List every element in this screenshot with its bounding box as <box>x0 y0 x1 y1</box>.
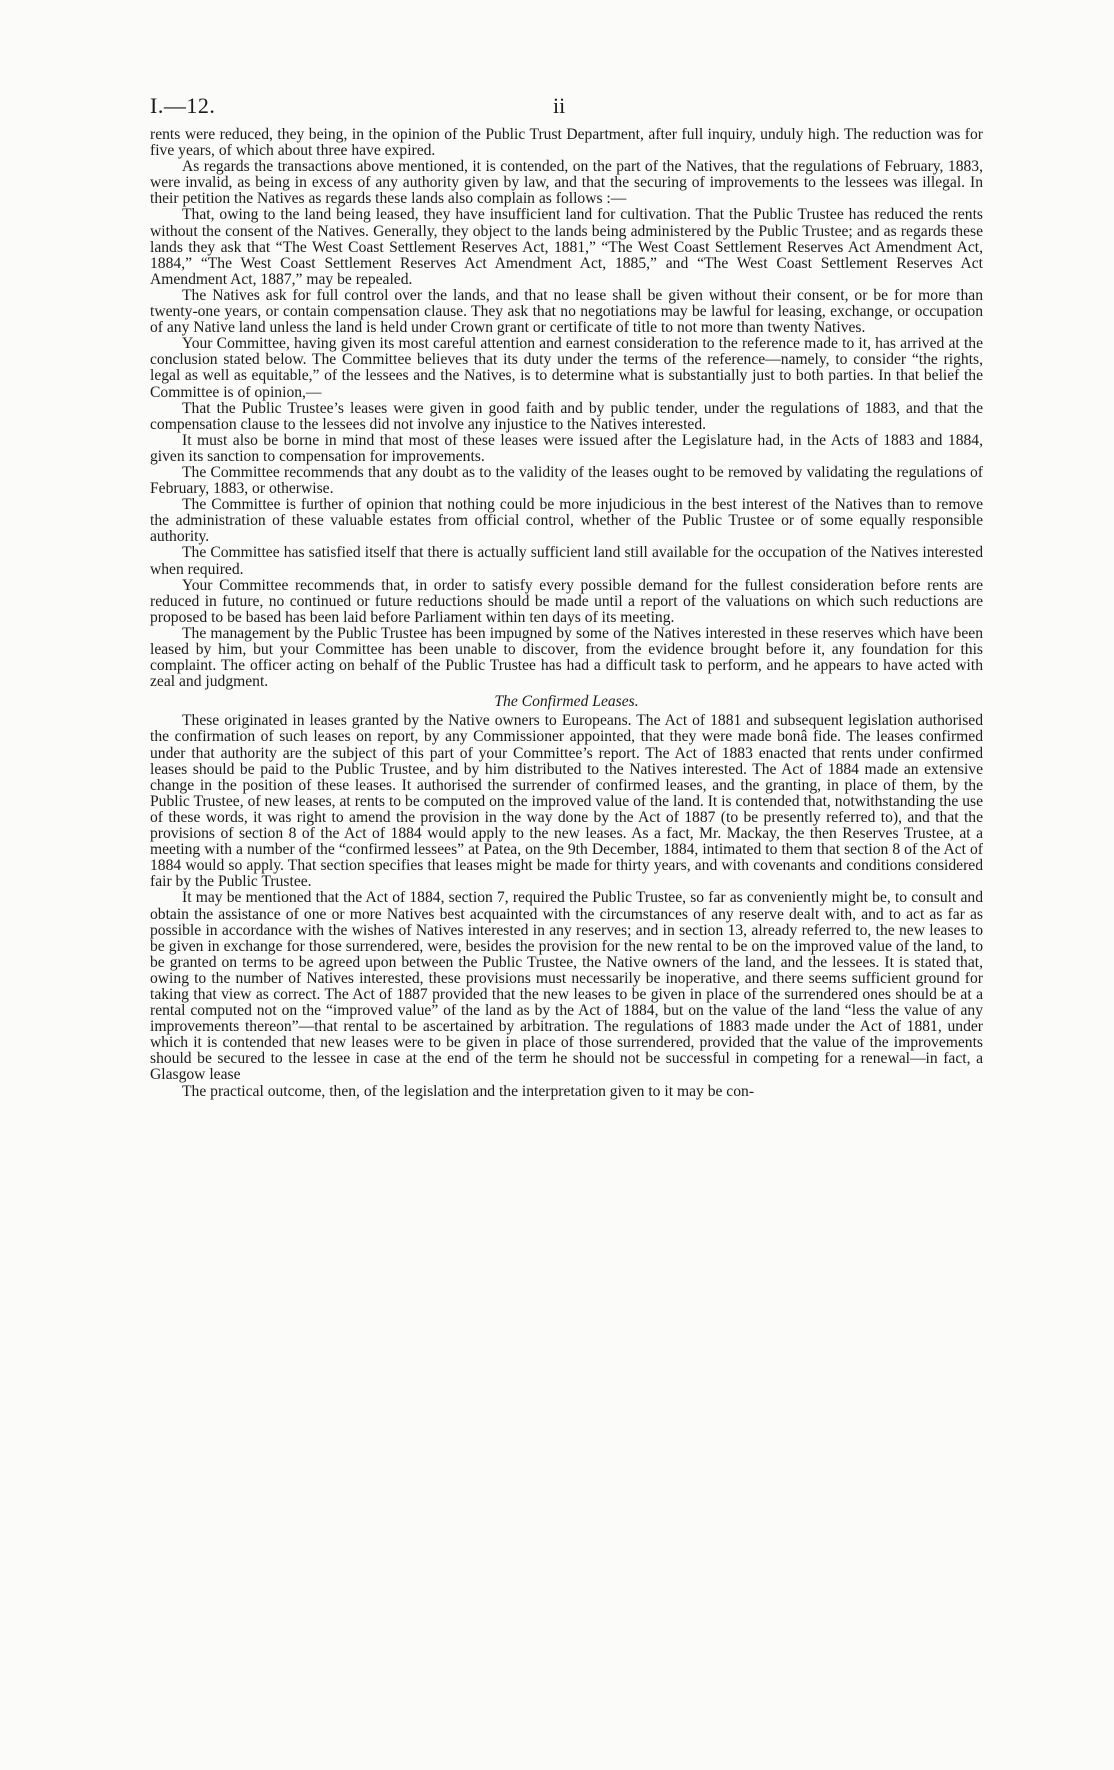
paragraph: Your Committee recommends that, in order to satisfy every possible demand for the fullest consideration before rents are reduced in future, no continued or future reductions should be made until a report of the valuations on which such reductions are proposed to be based has been laid before Parliament within ten days of its meeting. <box>150 576 983 626</box>
paragraph: These originated in leases granted by the Native owners to Europeans. The Act of 1881 and subsequent legislation authorised the confirmation of such leases on report, by any Commissioner appointed, that they were made bonâ fide. The leases confirmed under that authority are the subject of this part of your Committee’s report. The Act of 1883 enacted that rents under confirmed leases should be paid to the Public Trustee, and by him distributed to the Natives interested. The Act of 1884 made an extensive change in the position of these leases. It authorised the surrender of confirmed leases, and the granting, in place of them, by the Public Trustee, of new leases, at rents to be computed on the improved value of the land. It is contended that, notwithstanding the use of these words, it was right to amend the provision in the way done by the Act of 1887 (to be presently referred to), and that the provisions of section 8 of the Act of 1884 would apply to the new leases. As a fact, Mr. Mackay, the then Reserves Trustee, at a meeting with a number of the “confirmed lessees” at Patea, on the 9th December, 1884, intimated to them that section 8 of the Act of 1884 would so apply. That section specifies that leases might be made for thirty years, and with covenants and conditions considered fair by the Public Trustee. <box>150 712 983 891</box>
paragraph: The management by the Public Trustee has been impugned by some of the Natives interested in these reserves which have been leased by him, but your Committee has been unable to discover, from the evidence brought before it, any foundation for this complaint. The officer acting on behalf of the Public Trustee has had a difficult task to perform, and he appears to have acted with zeal and judgment. <box>150 624 983 691</box>
paragraph: The Committee has satisfied itself that there is actually sufficient land still available for the occupation of the Natives interested when required. <box>150 544 983 578</box>
paragraph: It must also be borne in mind that most of these leases were issued after the Legislature had, in the Acts of 1883 and 1884, given its sanction to compensation for improvements. <box>150 431 983 465</box>
document-reference: I.—12. <box>150 93 216 118</box>
paragraph: As regards the transactions above mentioned, it is contended, on the part of the Natives, that the regulations of February, 1883, were invalid, as being in excess of any authority given by law, and that the securing of improvements to the lessees was illegal. In their petition the Natives as regards these lands also complain as follows :— <box>150 158 983 208</box>
paragraph: The Committee is further of opinion that nothing could be more injudicious in the best interest of the Natives than to remove the administration of these valuable estates from official control, whether of the Public Trustee or of some equally responsible authority. <box>150 496 983 546</box>
page-header <box>150 93 983 127</box>
paragraph: That, owing to the land being leased, they have insufficient land for cultivation. That the Public Trustee has reduced the rents without the consent of the Natives. Generally, they object to the lands being administered by the Public Trustee; and as regards these lands they ask that “The West Coast Settlement Reserves Act, 1881,” “The West Coast Settlement Reserves Act Amendment Act, 1884,” “The West Coast Settlement Reserves Act Amendment Act, 1885,” and “The West Coast Settlement Reserves Act Amendment Act, 1887,” may be repealed. <box>150 206 983 288</box>
paragraph: That the Public Trustee’s leases were given in good faith and by public tender, under the regulations of 1883, and that the compensation clause to the lessees did not involve any injustice to the Natives interested. <box>150 399 983 433</box>
paragraph: The Committee recommends that any doubt as to the validity of the leases ought to be removed by validating the regulations of February, 1883, or otherwise. <box>150 463 983 498</box>
document-body <box>150 127 983 1100</box>
document-page <box>150 93 983 1733</box>
paragraph: The practical outcome, then, of the legislation and the interpretation given to it may be con- <box>182 1082 755 1100</box>
paragraph: Your Committee, having given its most careful attention and earnest consideration to the reference made to it, has arrived at the conclusion stated below. The Committee believes that its duty under the terms of the reference—namely, to consider “the rights, legal as well as equitable,” of the lessees and the Natives, is to determine what is substantially just to both parties. In that belief the Committee is of opinion,— <box>150 335 983 401</box>
paragraph: The Natives ask for full control over the lands, and that no lease shall be given without their consent, or be for more than twenty-one years, or contain compensation clause. They ask that no negotiations may be lawful for leasing, exchange, or occupation of any Native land unless the land is held under Crown grant or certificate of title to not more than twenty Natives. <box>150 286 983 337</box>
paragraph: It may be mentioned that the Act of 1884, section 7, required the Public Trustee, so far as conveniently might be, to consult and obtain the assistance of one or more Natives best acquainted with the circumstances of any reserve dealt with, and to act as far as possible in accordance with the wishes of Natives interested in any reserves; and in section 13, already referred to, the new leases to be given in exchange for those surrendered, were, besides the provision for the new rental to be on the improved value of the land, to be granted on terms to be agreed upon between the Public Trustee, the Native owners of the land, and the lessees. It is stated that, owing to the number of Natives interested, these provisions must necessarily be inoperative, and there seems sufficient ground for taking that view as correct. The Act of 1887 provided that the new leases to be given in place of the surrendered ones should be at a rental computed not on the “improved value” of the land as by the Act of 1884, but on the value of the land “less the value of any improvements thereon”—that rental to be ascertained by arbitration. The regulations of 1883 made under the Act of 1881, under which it is contended that new leases were to be given in place of those surrendered, provided that the value of the improvements should be secured to the lessee in case at the end of the term he should not be successful in competing for a renewal—in fact, a Glasgow lease <box>150 889 983 1084</box>
section-heading: The Confirmed Leases. <box>494 693 639 711</box>
paragraph: rents were reduced, they being, in the opinion of the Public Trust Department, after full inquiry, unduly high. The reduction was for five years, of which about three have expired. <box>150 126 983 160</box>
page-number: ii <box>553 93 566 118</box>
